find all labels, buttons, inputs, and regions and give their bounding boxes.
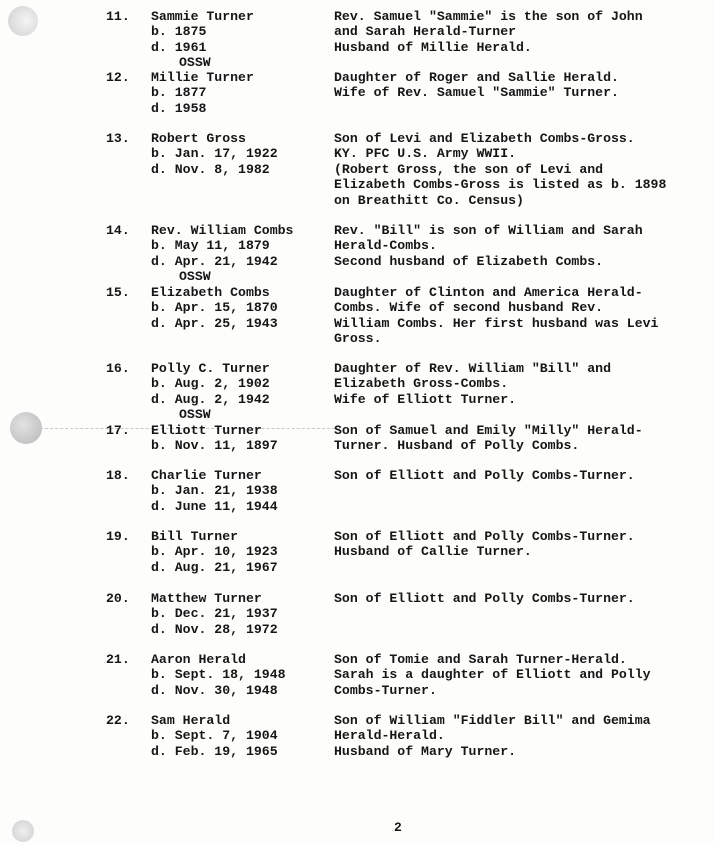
person-name: Elizabeth Combs: [151, 285, 270, 300]
death-date: d. Aug. 21, 1967: [151, 559, 278, 575]
person-name: Sammie Turner: [151, 9, 254, 24]
description-line: Rev. Samuel "Sammie" is the son of John: [334, 9, 643, 24]
entry-description: [334, 468, 706, 483]
death-date: d. 1958: [151, 100, 207, 116]
entry-number: 12.: [106, 70, 130, 85]
description-line: Son of Samuel and Emily "Milly" Herald-: [334, 423, 643, 438]
entry-vitals: [151, 591, 329, 637]
birth-date: b. Nov. 11, 1897: [151, 438, 278, 454]
person-name: Charlie Turner: [151, 468, 262, 483]
birth-date: b. Jan. 21, 1938: [151, 483, 278, 499]
person-name: Millie Turner: [151, 70, 254, 85]
description-line: Daughter of Clinton and America Herald-: [334, 285, 643, 300]
birth-date: b. Dec. 21, 1937: [151, 606, 278, 622]
description-line: Daughter of Rev. William "Bill" and: [334, 361, 611, 376]
punch-hole-top: [8, 6, 38, 36]
death-date: d. June 11, 1944: [151, 498, 278, 514]
entry-number: 13.: [106, 131, 130, 146]
entry-description: [334, 591, 706, 606]
description-line: Son of Elliott and Polly Combs-Turner.: [334, 591, 635, 606]
entry-description: [334, 423, 706, 454]
birth-date: b. 1877: [151, 85, 207, 101]
entry-vitals: [151, 713, 329, 759]
ossw-mark: OSSW: [179, 269, 211, 285]
death-date: d. Nov. 8, 1982: [151, 161, 270, 177]
death-date: d. 1961: [151, 39, 207, 55]
description-line: Wife of Rev. Samuel "Sammie" Turner.: [334, 85, 619, 101]
person-name: Aaron Herald: [151, 652, 246, 667]
description-line: Combs-Turner.: [334, 682, 437, 698]
entry-number: 15.: [106, 285, 130, 300]
description-line: Elizabeth Combs-Gross is listed as b. 1898: [334, 177, 667, 193]
description-line: Herald-Herald.: [334, 728, 445, 744]
entry-vitals: [151, 529, 329, 575]
entry-vitals: [151, 652, 329, 698]
entry-description: [334, 285, 706, 347]
entry-number: 19.: [106, 529, 130, 544]
description-line: Son of Levi and Elizabeth Combs-Gross.: [334, 131, 635, 146]
ossw-mark: OSSW: [179, 55, 211, 71]
ossw-mark: OSSW: [179, 407, 211, 423]
person-name: Robert Gross: [151, 131, 246, 146]
description-line: and Sarah Herald-Turner: [334, 24, 517, 40]
birth-date: b. Apr. 10, 1923: [151, 544, 278, 560]
entry-vitals: [151, 285, 329, 331]
description-line: Husband of Callie Turner.: [334, 544, 532, 560]
entry-description: [334, 70, 706, 101]
entry-number: 14.: [106, 223, 130, 238]
death-date: d. Apr. 25, 1943: [151, 315, 278, 331]
description-line: on Breathitt Co. Census): [334, 192, 524, 208]
birth-date: b. May 11, 1879: [151, 238, 270, 254]
entry-description: [334, 652, 706, 698]
description-line: Herald-Combs.: [334, 238, 437, 254]
person-name: Polly C. Turner: [151, 361, 270, 376]
description-line: (Robert Gross, the son of Levi and: [334, 161, 604, 177]
entry-vitals: [151, 223, 329, 285]
description-line: Husband of Millie Herald.: [334, 39, 532, 55]
description-line: Son of Tomie and Sarah Turner-Herald.: [334, 652, 627, 667]
entry-vitals: [151, 468, 329, 514]
description-line: Sarah is a daughter of Elliott and Polly: [334, 667, 651, 683]
entry-number: 17.: [106, 423, 130, 438]
entry-number: 21.: [106, 652, 130, 667]
description-line: Son of William "Fiddler Bill" and Gemima: [334, 713, 651, 728]
birth-date: b. Aug. 2, 1902: [151, 376, 270, 392]
description-line: Son of Elliott and Polly Combs-Turner.: [334, 468, 635, 483]
birth-date: b. 1875: [151, 24, 207, 40]
death-date: d. Nov. 30, 1948: [151, 682, 278, 698]
description-line: Second husband of Elizabeth Combs.: [334, 253, 604, 269]
birth-date: b. Jan. 17, 1922: [151, 146, 278, 162]
person-name: Rev. William Combs: [151, 223, 294, 238]
birth-date: b. Apr. 15, 1870: [151, 300, 278, 316]
person-name: Matthew Turner: [151, 591, 262, 606]
entry-description: [334, 529, 706, 560]
description-line: Gross.: [334, 331, 382, 347]
entry-description: [334, 9, 706, 55]
person-name: Elliott Turner: [151, 423, 262, 438]
entry-number: 11.: [106, 9, 130, 24]
birth-date: b. Sept. 7, 1904: [151, 728, 278, 744]
punch-hole-middle: [10, 412, 42, 444]
description-line: Daughter of Roger and Sallie Herald.: [334, 70, 619, 85]
description-line: Wife of Elliott Turner.: [334, 391, 517, 407]
entry-number: 16.: [106, 361, 130, 376]
description-line: Elizabeth Gross-Combs.: [334, 376, 509, 392]
entry-number: 20.: [106, 591, 130, 606]
description-line: William Combs. Her first husband was Levi: [334, 315, 659, 331]
description-line: Turner. Husband of Polly Combs.: [334, 438, 580, 454]
entry-vitals: [151, 423, 329, 454]
entry-number: 22.: [106, 713, 130, 728]
birth-date: b. Sept. 18, 1948: [151, 667, 286, 683]
death-date: d. Feb. 19, 1965: [151, 743, 278, 759]
description-line: Combs. Wife of second husband Rev.: [334, 300, 604, 316]
entry-number: 18.: [106, 468, 130, 483]
description-line: KY. PFC U.S. Army WWII.: [334, 146, 517, 162]
page-number: 2: [394, 820, 402, 835]
entry-vitals: [151, 70, 329, 116]
entry-description: [334, 223, 706, 269]
punch-hole-bottom: [12, 820, 34, 842]
person-name: Bill Turner: [151, 529, 239, 544]
description-line: Rev. "Bill" is son of William and Sarah: [334, 223, 643, 238]
entry-description: [334, 713, 706, 759]
death-date: d. Aug. 2, 1942: [151, 391, 270, 407]
death-date: d. Apr. 21, 1942: [151, 253, 278, 269]
description-line: Son of Elliott and Polly Combs-Turner.: [334, 529, 635, 544]
description-line: Husband of Mary Turner.: [334, 743, 517, 759]
death-date: d. Nov. 28, 1972: [151, 621, 278, 637]
entry-vitals: [151, 361, 329, 423]
entry-vitals: [151, 131, 329, 177]
entry-description: [334, 361, 706, 407]
entry-vitals: [151, 9, 329, 71]
person-name: Sam Herald: [151, 713, 231, 728]
entry-description: [334, 131, 706, 208]
